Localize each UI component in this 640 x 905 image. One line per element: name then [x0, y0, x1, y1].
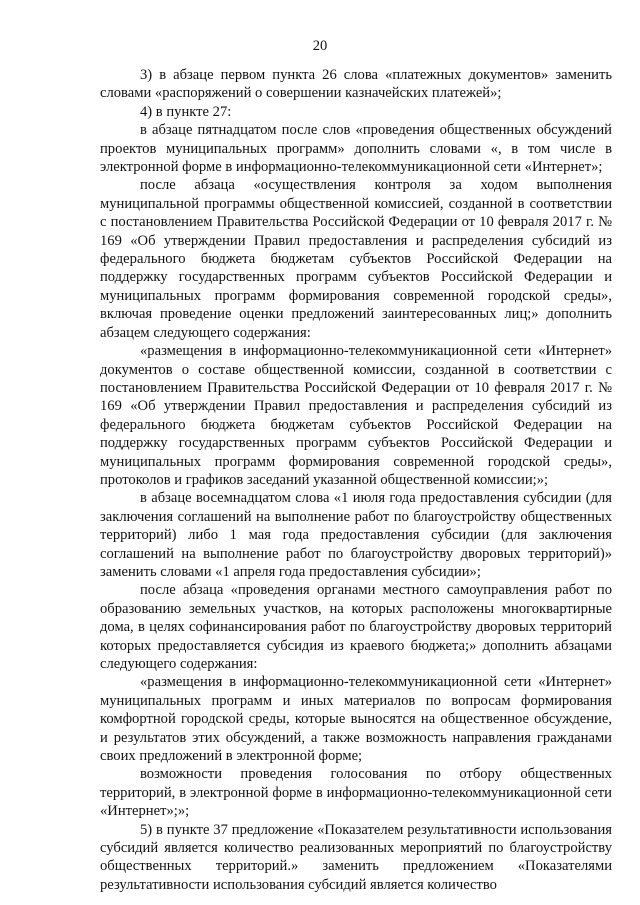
paragraph: «размещения в информационно-телекоммуникационной сети «Интернет» муниципальных программ и иных материалов по вопросам формирования комфортной городской среды, которые выносятся на общественное обсуждение, и результатов этих обсуждений, а также возможность направления гражданами своих предложений в электронной форме;	[100, 674, 612, 765]
paragraph: 3) в абзаце первом пункта 26 слова «платежных документов» заменить словами «распоряжений о совершении казначейских платежей»;	[100, 67, 612, 102]
paragraph: после абзаца «осуществления контроля за ходом выполнения муниципальной программы общественной комиссией, созданной в соответствии с постановлением Правительства Российской Федерации от 10 февраля 2017 г. № 169 «Об утверждении Правил предоставления и распределения субсидий из федерального бюджета бюджетам субъектов Российской Федерации на поддержку государственных программ субъектов Российской Федерации и муниципальных программ формирования современной городской среды», включая проведение оценки предложений заинтересованных лиц;» дополнить абзацем следующего содержания:	[100, 177, 612, 341]
paragraph: 4) в пункте 27:	[140, 103, 232, 120]
paragraph: возможности проведения голосования по отбору общественных территорий, в электронной форме в информационно-телекоммуникационной сети «Интернет»;»;	[100, 766, 612, 820]
paragraph: в абзаце пятнадцатом после слов «проведения общественных обсуждений проектов муниципальных программ» дополнить словами «, в том числе в электронной форме в информационно-телекоммуникационной сети «Интернет»;	[100, 122, 612, 176]
paragraph: после абзаца «проведения органами местного самоуправления работ по образованию земельных участков, на которых расположены многоквартирные дома, в целях софинансирования работ по благоустройству дворовых территорий которых предоставляется субсидия из краевого бюджета;» дополнить абзацами следующего содержания:	[100, 582, 612, 672]
page-number: 20	[312, 38, 328, 54]
paragraph: в абзаце восемнадцатом слова «1 июля года предоставления субсидии (для заключения соглашений на выполнение работ по благоустройству общественных территорий) либо 1 мая года предоставления субсидии (для заключения соглашений на выполнение работ по благоустройству дворовых территорий)» заменить словами «1 апреля года предоставления субсидии»;	[100, 490, 612, 580]
paragraph: «размещения в информационно-телекоммуникационной сети «Интернет» документов о составе общественной комиссии, созданной в соответствии с постановлением Правительства Российской Федерации от 10 февраля 2017 г. № 169 «Об утверждении Правил предоставления и распределения субсидий из федерального бюджета бюджетам субъектов Российской Федерации на поддержку государственных программ субъектов Российской Федерации и муниципальных программ формирования современной городской среды», протоколов и графиков заседаний указанной общественной комиссии;»;	[100, 343, 612, 488]
document-body	[100, 66, 612, 894]
paragraph: 5) в пункте 37 предложение «Показателем результативности использования субсидий является количество реализованных мероприятий по благоустройству общественных территорий.» заменить предложением «Показателями результативности использования субсидий является количество	[100, 821, 612, 893]
